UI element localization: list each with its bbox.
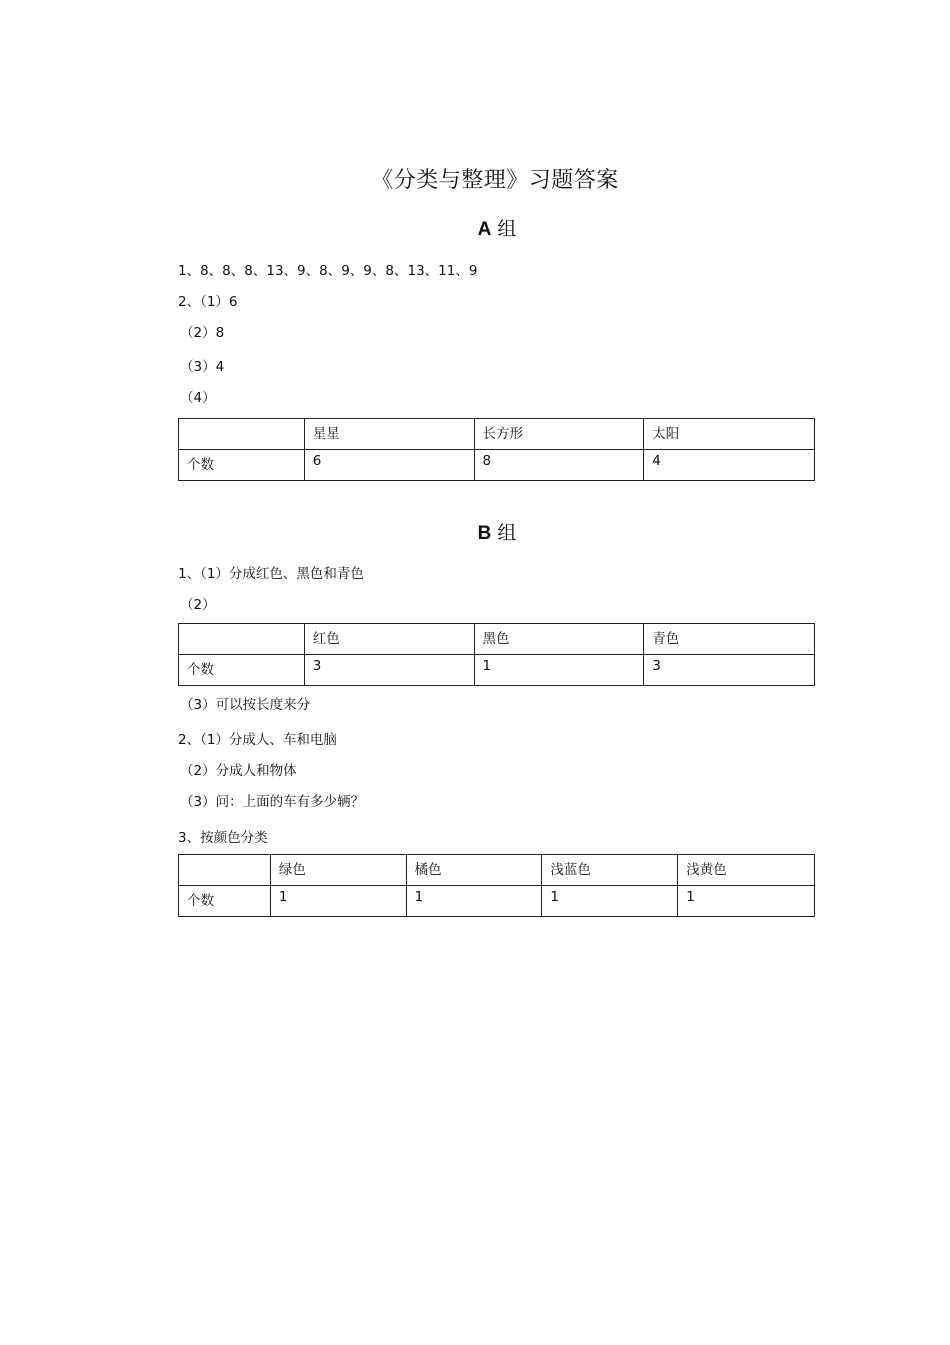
- table-cell: 1: [678, 886, 815, 917]
- table-cell: 6: [304, 450, 474, 481]
- table-row: [179, 419, 815, 450]
- page-title: 《分类与整理》习题答案: [371, 168, 619, 193]
- table-a-shapes: [178, 418, 815, 481]
- table-cell: 长方形: [474, 419, 644, 450]
- group-a-letter: A: [477, 219, 492, 240]
- table-cell: 绿色: [270, 855, 406, 886]
- table-cell: [179, 855, 271, 886]
- table-cell: 1: [542, 886, 678, 917]
- table-cell: 青色: [644, 624, 815, 655]
- table-cell: 1: [270, 886, 406, 917]
- table-cell: 橘色: [406, 855, 542, 886]
- table-row: [179, 624, 815, 655]
- table-cell: [179, 419, 305, 450]
- table-cell: 4: [644, 450, 815, 481]
- table-row: [179, 655, 815, 686]
- answer-b-3: 3、按颜色分类: [178, 830, 268, 846]
- group-a-heading: [0, 214, 950, 241]
- group-a-word: 组: [497, 218, 517, 240]
- table-b-colors: [178, 623, 815, 686]
- table-cell: 8: [474, 450, 644, 481]
- group-b-heading: [0, 518, 950, 545]
- answer-a-2-2: （2）8: [180, 325, 225, 341]
- table-cell: 浅蓝色: [542, 855, 678, 886]
- table-b-colors-2: [178, 854, 815, 917]
- table-cell: 3: [644, 655, 815, 686]
- answer-b-1-3: （3）可以按长度来分: [180, 697, 311, 713]
- table-row: [179, 450, 815, 481]
- table-cell: 个数: [179, 886, 271, 917]
- table-cell: 浅黄色: [678, 855, 815, 886]
- table-cell: 个数: [179, 655, 305, 686]
- table-cell: 太阳: [644, 419, 815, 450]
- table-row: [179, 855, 815, 886]
- answer-a-2-4: （4）: [180, 390, 216, 406]
- answer-b-2-2: （2）分成人和物体: [180, 763, 297, 779]
- answer-a-1: 1、8、8、8、13、9、8、9、9、8、13、11、9: [178, 263, 478, 279]
- answer-b-2-3: （3）问：上面的车有多少辆？: [180, 794, 365, 810]
- table-cell: 红色: [304, 624, 474, 655]
- table-cell: 1: [406, 886, 542, 917]
- table-cell: 1: [474, 655, 644, 686]
- table-cell: 星星: [304, 419, 474, 450]
- group-b-word: 组: [497, 522, 517, 544]
- answer-b-1-1: 1、（1）分成红色、黑色和青色: [178, 566, 364, 582]
- table-cell: 黑色: [474, 624, 644, 655]
- group-b-letter: B: [477, 523, 492, 544]
- answer-b-2-1: 2、（1）分成人、车和电脑: [178, 732, 337, 748]
- answer-a-2-1: 2、（1）6: [178, 294, 238, 310]
- answer-b-1-2: （2）: [180, 597, 216, 613]
- answer-a-2-3: （3）4: [180, 359, 225, 375]
- table-cell: [179, 624, 305, 655]
- table-cell: 3: [304, 655, 474, 686]
- table-row: [179, 886, 815, 917]
- table-cell: 个数: [179, 450, 305, 481]
